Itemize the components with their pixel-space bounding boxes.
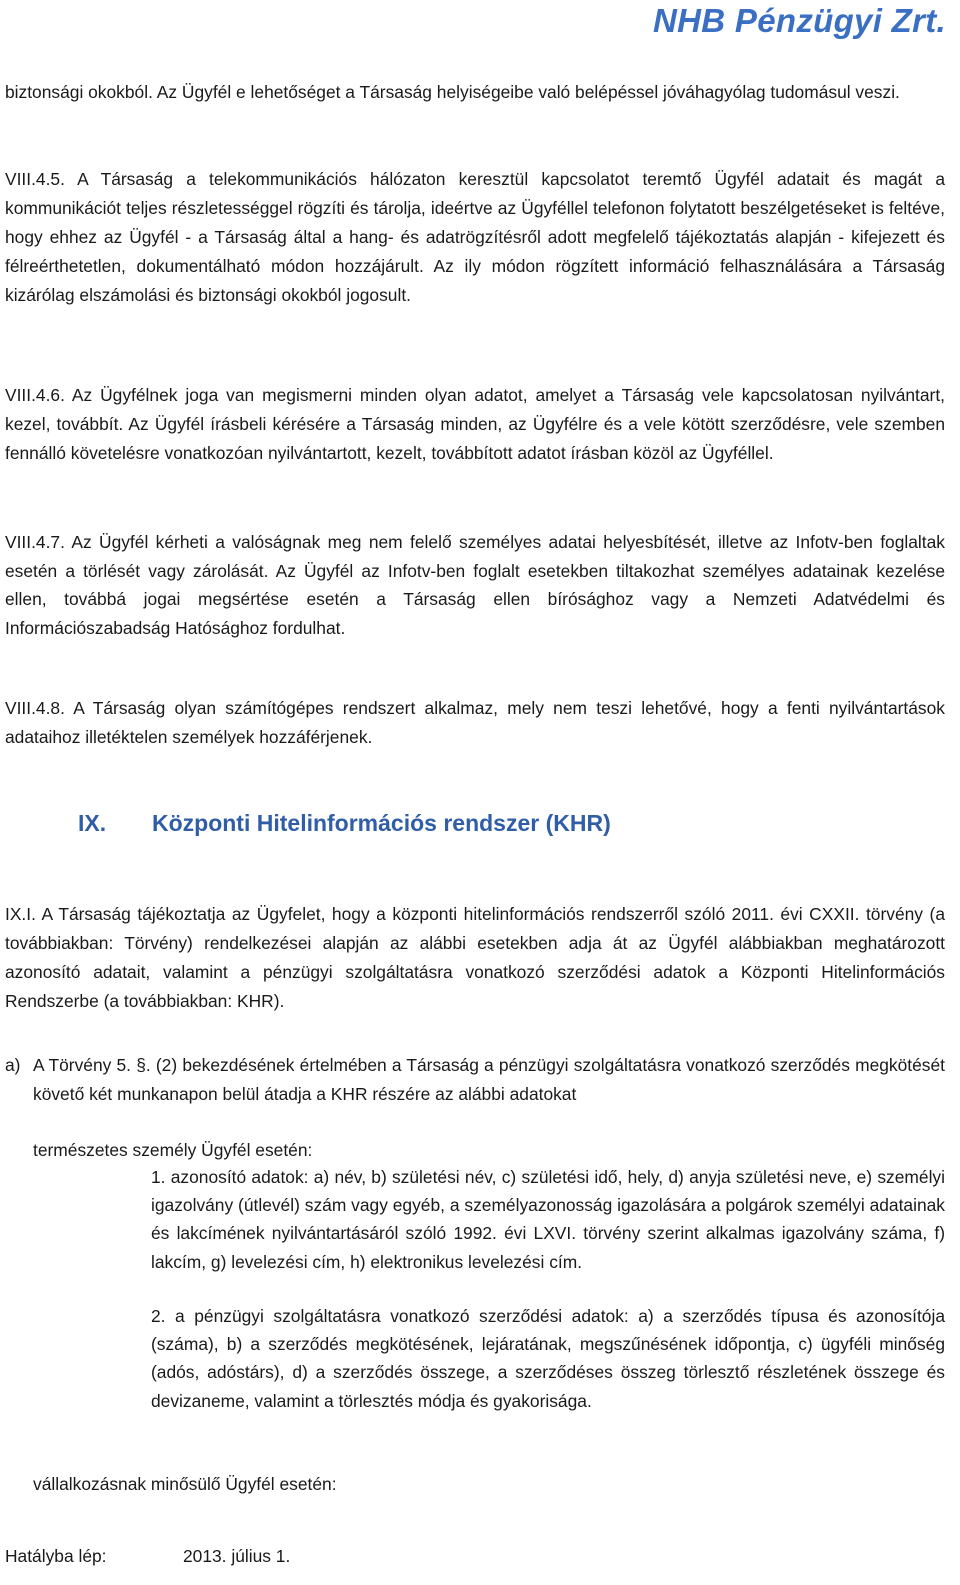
list-item-a xyxy=(5,1051,945,1109)
paragraph-viii-4-6: VIII.4.6. Az Ügyfélnek joga van megismerni minden olyan adatot, amelyet a Társaság vele kapcsolatosan nyilvántart, kezel, továbbít. Az Ügyfél írásbeli kérésére a Társaság minden, az Ügyfélre és a vele kötött szerződésre, vele szemben fennálló követelésre vonatkozóan nyilvántartott, kezelt, továbbított adatot írásban közöl az Ügyféllel. xyxy=(5,385,945,463)
paragraph-continuation: biztonsági okokból. Az Ügyfél e lehetőséget a Társaság helyiségeibe való belépéssel jóváhagyólag tudomásul veszi. xyxy=(5,82,900,102)
paragraph-viii-4-7: VIII.4.7. Az Ügyfél kérheti a valóságnak meg nem felelő személyes adatai helyesbítését, illetve az Infotv-ben foglaltak esetén a törlését vagy zárolását. Az Ügyfél az Infotv-ben foglalt esetekben tiltakozhat személyes adatainak kezelése ellen, továbbá jogai megsértése esetén a Társaság ellen bírósághoz vagy a Nemzeti Adatvédelmi és Információszabadság Hatósághoz fordulhat. xyxy=(5,532,945,638)
section-heading xyxy=(78,810,611,837)
paragraph-viii-4-5: VIII.4.5. A Társaság a telekommunikációs hálózaton keresztül kapcsolatot teremtő Ügyfél adatait és magát a kommunikációt teljes részletességgel rögzíti és tárolja, ideértve az Ügyféllel telefonon folytatott beszélgetéseket is feltéve, hogy ehhez az Ügyfél - a Társaság által a hang- és adatrögzítésről adott megfelelő tájékoztatás alapján - kifejezett és félreérthetetlen, dokumentálható módon hozzájárult. Az ily módon rögzített információ felhasználására a Társaság kizárólag elszámolási és biztonsági okokból jogosult. xyxy=(5,169,945,305)
section-number: IX. xyxy=(78,810,107,836)
effective-date-value: 2013. július 1. xyxy=(183,1546,291,1566)
effective-date-footer xyxy=(5,1542,290,1570)
list-marker: a) xyxy=(5,1055,21,1075)
list-item-text: A Törvény 5. §. (2) bekezdésének értelmében a Társaság a pénzügyi szolgáltatásra vonatkozó szerződés megkötését követő két munkanapon belül átadja a KHR részére az alábbi adatokat xyxy=(33,1055,945,1104)
section-title: Központi Hitelinformációs rendszer (KHR) xyxy=(152,810,611,836)
paragraph-ix-i: IX.I. A Társaság tájékoztatja az Ügyfelet, hogy a központi hitelinformációs rendszerről szóló 2011. évi CXXII. törvény (a továbbiakban: Törvény) rendelkezései alapján az alábbi esetekben adja át az Ügyfél alábbiakban meghatározott azonosító adatait, valamint a pénzügyi szolgáltatásra vonatkozó szerződési adatok a Központi Hitelinformációs Rendszerbe (a továbbiakban: KHR). xyxy=(5,904,945,1011)
company-brand: NHB Pénzügyi Zrt. xyxy=(653,2,946,39)
effective-date-label: Hatályba lép: xyxy=(5,1546,107,1566)
numbered-item-1: 1. azonosító adatok: a) név, b) születési név, c) születési idő, hely, d) anyja születési neve, e) személyi igazolvány (útlevél) szám vagy egyéb, a személyazonosság igazolására a polgárok személyi adatainak és lakcímének nyilvántartásáról szóló 1992. évi LXVI. törvény szerint alkalmas igazolvány száma, f) lakcím, g) levelezési cím, h) elektronikus levelezési cím. xyxy=(151,1167,945,1272)
enterprise-heading: vállalkozásnak minősülő Ügyfél esetén: xyxy=(33,1474,337,1494)
natural-person-heading: természetes személy Ügyfél esetén: xyxy=(33,1140,313,1160)
paragraph-viii-4-8: VIII.4.8. A Társaság olyan számítógépes rendszert alkalmaz, mely nem teszi lehetővé, hogy a fenti nyilvántartások adataihoz illetéktelen személyek hozzáférjenek. xyxy=(5,698,945,747)
numbered-item-2: 2. a pénzügyi szolgáltatásra vonatkozó szerződési adatok: a) a szerződés típusa és azonosítója (száma), b) a szerződés megkötésének, lejáratának, megszűnésének időpontja, c) ügyféli minőség (adós, adóstárs), d) a szerződés összege, a szerződéses összeg törlesztő részletének összege és devizaneme, valamint a törlesztés módja és gyakorisága. xyxy=(151,1306,945,1411)
